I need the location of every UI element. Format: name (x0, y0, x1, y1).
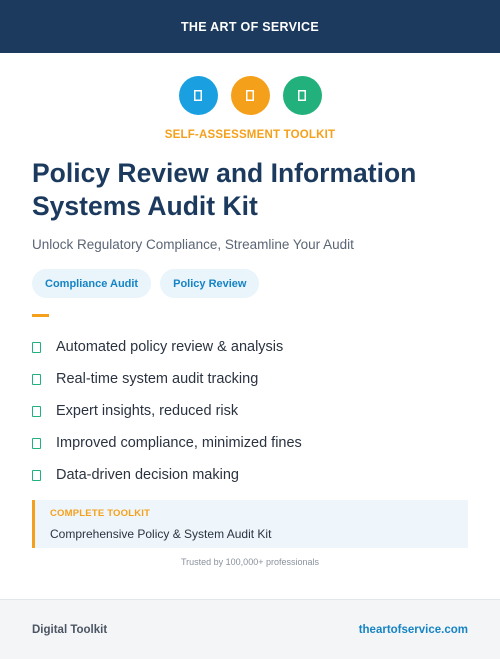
list-item (32, 395, 302, 427)
list-item (32, 459, 302, 491)
tag-policy-review[interactable]: Policy Review (160, 269, 259, 298)
eyebrow-label: SELF-ASSESSMENT TOOLKIT (164, 129, 336, 141)
check-icon (32, 438, 41, 449)
subtitle: Unlock Regulatory Compliance, Streamline Your Audit (32, 237, 354, 252)
check-icon (32, 342, 41, 353)
list-item (32, 363, 302, 395)
feature-text: Improved compliance, minimized fines (56, 435, 302, 451)
callout-text: Comprehensive Policy & System Audit Kit (50, 527, 272, 541)
check-icon (32, 406, 41, 417)
title-line-1: Policy Review and Information (32, 158, 417, 188)
feature-text: Automated policy review & analysis (56, 339, 284, 355)
blue-circle-icon (179, 76, 218, 115)
list-item (32, 331, 302, 363)
feature-text: Expert insights, reduced risk (56, 403, 239, 419)
orange-circle-icon (231, 76, 270, 115)
page-title (32, 157, 472, 223)
trusted-note: Trusted by 100,000+ professionals (180, 557, 319, 567)
title-line-2: Systems Audit Kit (32, 191, 258, 221)
top-banner (0, 0, 500, 53)
footer (0, 599, 500, 659)
website-link[interactable]: theartofservice.com (358, 623, 468, 636)
feature-text: Data-driven decision making (56, 467, 239, 483)
toolkit-callout (32, 500, 468, 548)
accent-divider (32, 314, 49, 317)
brand-name: THE ART OF SERVICE (180, 19, 320, 34)
check-icon (32, 470, 41, 481)
check-icon (32, 374, 41, 385)
list-item (32, 427, 302, 459)
callout-label: COMPLETE TOOLKIT (50, 508, 151, 519)
icon-row (0, 76, 500, 115)
feature-list (32, 331, 302, 491)
tag-list (32, 269, 259, 298)
green-circle-icon (283, 76, 322, 115)
tag-compliance-audit[interactable]: Compliance Audit (32, 269, 151, 298)
footer-label: Digital Toolkit (32, 623, 108, 636)
feature-text: Real-time system audit tracking (56, 371, 259, 387)
